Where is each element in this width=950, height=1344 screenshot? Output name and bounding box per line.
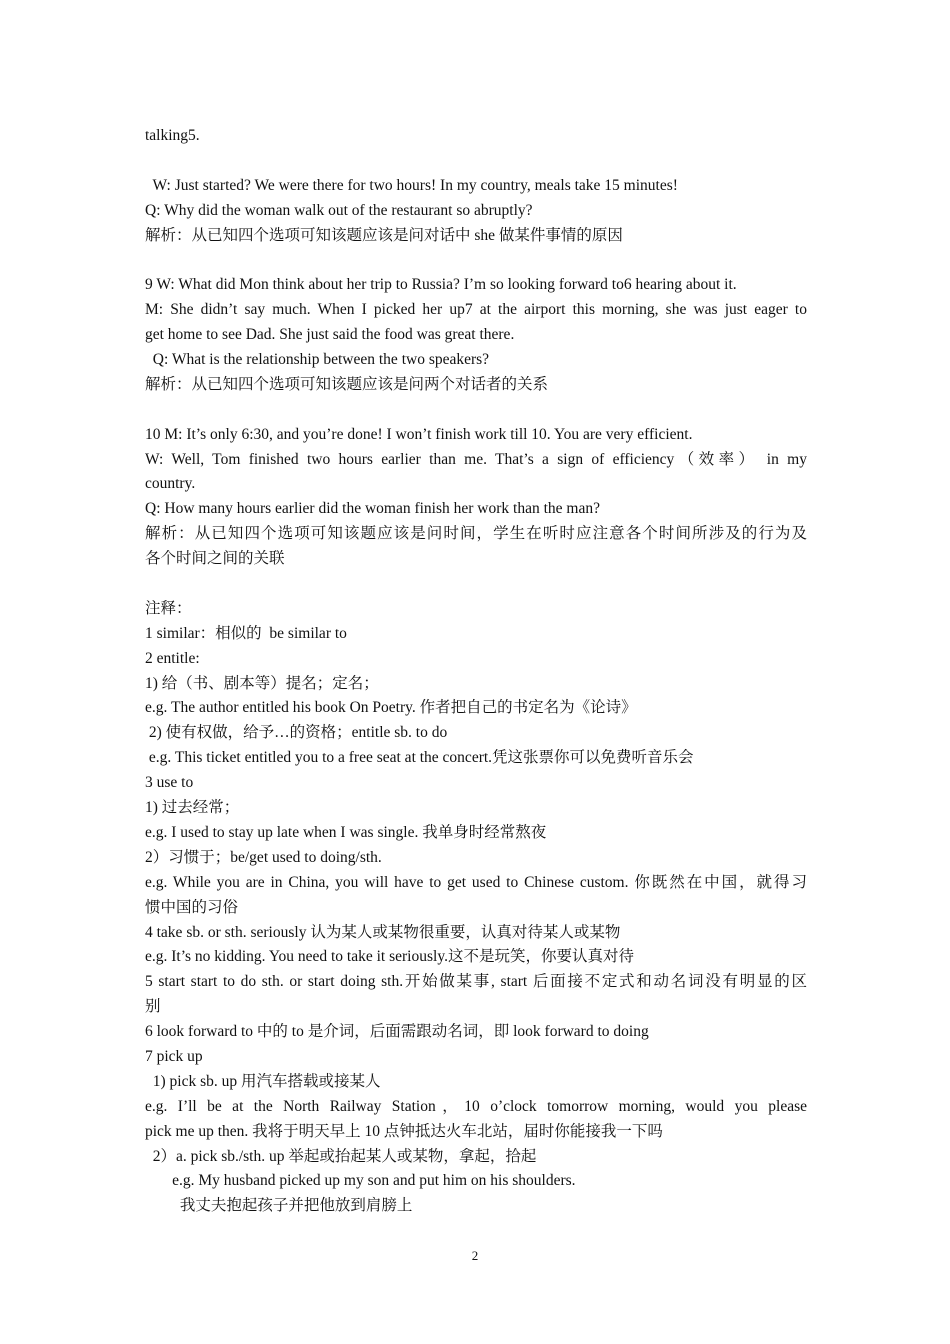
text-line: e.g. It’s no kidding. You need to take it seriously.这不是玩笑，你要认真对待 bbox=[145, 948, 634, 966]
text-line: pick me up then. 我将于明天早上 10 点钟抵达火车北站，届时你能接我一下吗 bbox=[145, 1122, 663, 1140]
text-line: country. bbox=[145, 475, 196, 493]
text-line: 别 bbox=[145, 998, 161, 1016]
text-line: 5 start start to do sth. or start doing sth.开始做某事, start 后面接不定式和动名词没有明显的区 bbox=[145, 973, 807, 991]
text-line: talking5. bbox=[145, 127, 200, 144]
text-line: 解析：从已知四个选项可知该题应该是问对话中 she 做某件事情的原因 bbox=[145, 226, 623, 244]
text-line: e.g. I used to stay up late when I was single. 我单身时经常熬夜 bbox=[145, 823, 547, 841]
document-body bbox=[145, 124, 807, 1219]
text-line: Q: How many hours earlier did the woman finish her work than the man? bbox=[145, 500, 600, 518]
text-line: Q: Why did the woman walk out of the restaurant so abruptly? bbox=[145, 201, 533, 219]
blank-line bbox=[145, 248, 807, 273]
text-line: 2）习惯于；be/get used to doing/sth. bbox=[145, 848, 382, 866]
text-line: M: She didn’t say much. When I picked her up7 at the airport this morning, she was just eager to bbox=[145, 301, 807, 319]
text-line: 6 look forward to 中的 to 是介词，后面需跟动名词，即 look forward to doing bbox=[145, 1023, 649, 1041]
text-line: 2）a. pick sb./sth. up 举起或抬起某人或某物，拿起，拾起 bbox=[145, 1147, 537, 1165]
text-line: 3 use to bbox=[145, 774, 194, 792]
text-line: e.g. My husband picked up my son and put him on his shoulders. bbox=[145, 1172, 576, 1190]
text-line: e.g. I’ll be at the North Railway Station，10 o’clock tomorrow morning, would you please bbox=[145, 1097, 807, 1115]
text-line: 解析：从已知四个选项可知该题应该是问时间，学生在听时应注意各个时间所涉及的行为及 bbox=[145, 525, 807, 543]
text-line: e.g. While you are in China, you will have to get used to Chinese custom. 你既然在中国，就得习 bbox=[145, 873, 807, 891]
blank-line bbox=[145, 398, 807, 423]
text-line: 注释： bbox=[145, 599, 192, 617]
text-line: e.g. The author entitled his book On Poetry. 作者把自己的书定名为《论诗》 bbox=[145, 699, 637, 717]
text-line: 2 entitle: bbox=[145, 649, 200, 667]
text-line: 我丈夫抱起孩子并把他放到肩膀上 bbox=[145, 1197, 413, 1215]
text-line: 各个时间之间的关联 bbox=[145, 550, 285, 568]
text-line: W: Just started? We were there for two hours! In my country, meals take 15 minutes! bbox=[145, 176, 678, 194]
text-line: 解析：从已知四个选项可知该题应该是问两个对话者的关系 bbox=[145, 375, 549, 393]
text-line: e.g. This ticket entitled you to a free seat at the concert.凭这张票你可以免费听音乐会 bbox=[145, 749, 694, 767]
text-line: W: Well, Tom finished two hours earlier than me. That’s a sign of efficiency（效率） in my bbox=[145, 450, 807, 468]
page-number: 2 bbox=[471, 1248, 479, 1263]
text-line: 7 pick up bbox=[145, 1047, 203, 1065]
blank-line bbox=[145, 572, 807, 597]
text-line: 惯中国的习俗 bbox=[145, 898, 239, 916]
text-line: 1) 给（书、剧本等）提名；定名； bbox=[145, 674, 379, 692]
blank-line bbox=[145, 149, 807, 174]
text-line: 4 take sb. or sth. seriously 认为某人或某物很重要，认真对待某人或某物 bbox=[145, 923, 621, 941]
text-line: 2) 使有权做，给予…的资格；entitle sb. to do bbox=[145, 724, 448, 742]
text-line: 1) 过去经常； bbox=[145, 799, 240, 817]
text-line: 10 M: It’s only 6:30, and you’re done! I won’t finish work till 10. You are very efficient. bbox=[145, 425, 693, 443]
text-line: get home to see Dad. She just said the food was great there. bbox=[145, 326, 515, 344]
text-line: 1 similar：相似的 be similar to bbox=[145, 624, 347, 642]
text-line: Q: What is the relationship between the two speakers? bbox=[145, 351, 490, 369]
text-line: 1) pick sb. up 用汽车搭载或接某人 bbox=[145, 1072, 381, 1090]
text-line: 9 W: What did Mon think about her trip to Russia? I’m so looking forward to6 hearing about it. bbox=[145, 276, 737, 294]
